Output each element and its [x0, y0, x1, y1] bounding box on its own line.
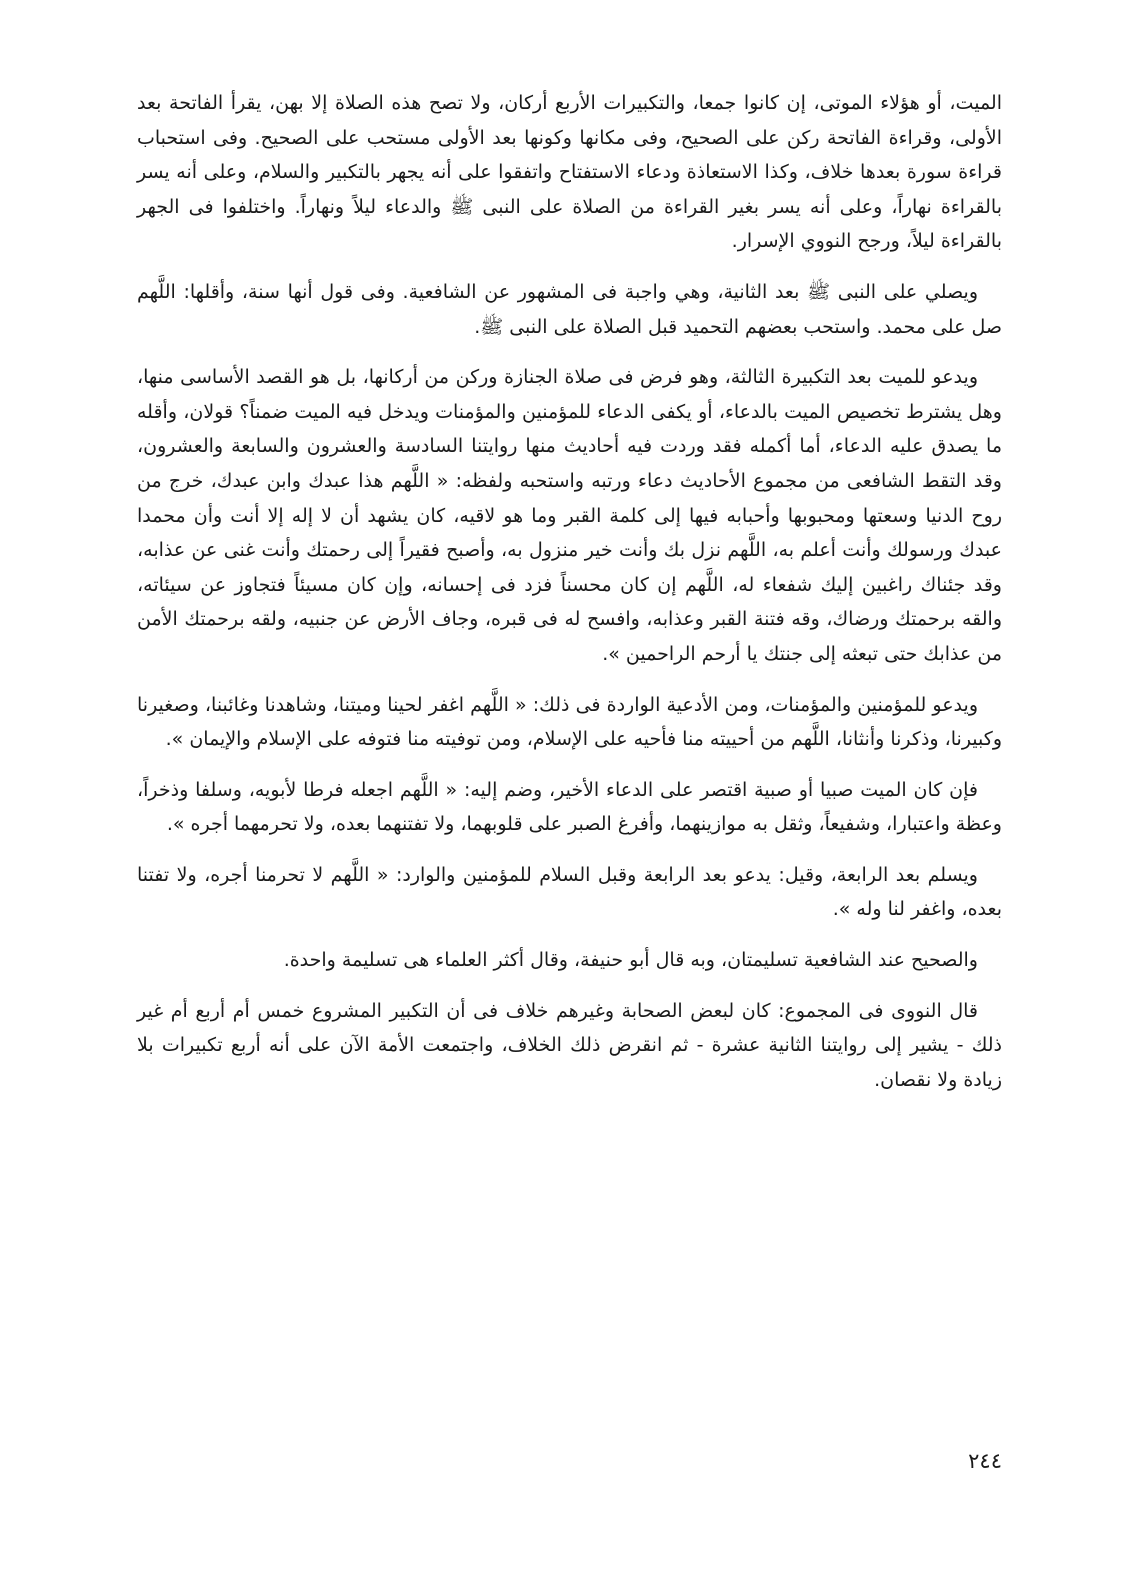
- body-text: [137, 86, 1002, 1113]
- paragraph-5: فإن كان الميت صبيا أو صبية اقتصر على الدعاء الأخير، وضم إليه: « اللَّهم اجعله فرطا لأبويه، وسلفا وذخراً، وعظة واعتبارا، وشفيعاً، وثقل به موازينهما، وأفرغ الصبر على قلوبهما، ولا تفتنهما بعده، ولا تحرمهما أجره ».: [137, 778, 1002, 836]
- paragraph-3: ويدعو للميت بعد التكبيرة الثالثة، وهو فرض فى صلاة الجنازة وركن من أركانها، بل هو القصد الأساسى منها، وهل يشترط تخصيص الميت بالدعاء، أو يكفى الدعاء للمؤمنين والمؤمنات ويدخل فيه الميت ضمناً؟ قولان، وأقله ما يصدق عليه الدعاء، أما أكمله فقد وردت فيه أحاديث منها روايتنا السادسة والعشرون والسابعة والعشرون، وقد التقط الشافعى من مجموع الأحاديث دعاء ورتبه واستحبه ولفظه: « اللَّهم هذا عبدك وابن عبدك، خرج من روح الدنيا وسعتها ومحبوبها وأحبابه فيها إلى كلمة القبر وما هو لاقيه، كان يشهد أن لا إله إلا أنت وأن محمدا عبدك ورسولك وأنت أعلم به، اللَّهم نزل بك وأنت خير منزول به، وأصبح فقيراً إلى رحمتك وأنت غنى عن عذابه، وقد جئناك راغبين إليك شفعاء له، اللَّهم إن كان محسناً فزد فى إحسانه، وإن كان مسيئاً فتجاوز عن سيئاته، والقه برحمتك ورضاك، وقه فتنة القبر وعذابه، وافسح له فى قبره، وجاف الأرض عن جنبيه، ولقه برحمتك الأمن من عذابك حتى تبعثه إلى جنتك يا أرحم الراحمين ».: [137, 366, 1002, 665]
- paragraph-1: الميت، أو هؤلاء الموتى، إن كانوا جمعا، والتكبيرات الأربع أركان، ولا تصح هذه الصلاة إلا بهن، يقرأ الفاتحة بعد الأولى، وقراءة الفاتحة ركن على الصحيح، وفى مكانها وكونها بعد الأولى مستحب على الصحيح. وفى استحباب قراءة سورة بعدها خلاف، وكذا الاستعاذة ودعاء الاستفتاح واتفقوا على أنه يجهر بالتكبير والسلام، وعلى أنه يسر بالقراءة نهاراً، وعلى أنه يسر بغير القراءة من الصلاة على النبى ﷺ والدعاء ليلاً ونهاراً. واختلفوا فى الجهر بالقراءة ليلاً، ورجح النووي الإسرار.: [137, 92, 1002, 253]
- paragraph-4: ويدعو للمؤمنين والمؤمنات، ومن الأدعية الواردة فى ذلك: « اللَّهم اغفر لحينا وميتنا، وشاهدنا وغائبنا، وصغيرنا وكبيرنا، وذكرنا وأنثانا، اللَّهم من أحييته منا فأحيه على الإسلام، ومن توفيته منا فتوفه على الإسلام والإيمان ».: [137, 693, 1002, 751]
- paragraph-8: قال النووى فى المجموع: كان لبعض الصحابة وغيرهم خلاف فى أن التكبير المشروع خمس أم أربع أم غير ذلك - يشير إلى روايتنا الثانية عشرة - ثم انقرض ذلك الخلاف، واجتمعت الأمة الآن على أنه أربع تكبيرات بلا زيادة ولا نقصان.: [137, 999, 1002, 1091]
- paragraph-6: ويسلم بعد الرابعة، وقيل: يدعو بعد الرابعة وقبل السلام للمؤمنين والوارد: « اللَّهم لا تحرمنا أجره، ولا تفتنا بعده، واغفر لنا وله ».: [137, 863, 1002, 921]
- page-number: ٢٤٤: [968, 1449, 1002, 1473]
- paragraph-2: ويصلي على النبى ﷺ بعد الثانية، وهي واجبة فى المشهور عن الشافعية. وفى قول أنها سنة، وأقلها: اللَّهم صل على محمد. واستحب بعضهم التحميد قبل الصلاة على النبى ﷺ.: [137, 280, 1002, 338]
- paragraph-7: والصحيح عند الشافعية تسليمتان، وبه قال أبو حنيفة، وقال أكثر العلماء هى تسليمة واحدة.: [283, 949, 978, 972]
